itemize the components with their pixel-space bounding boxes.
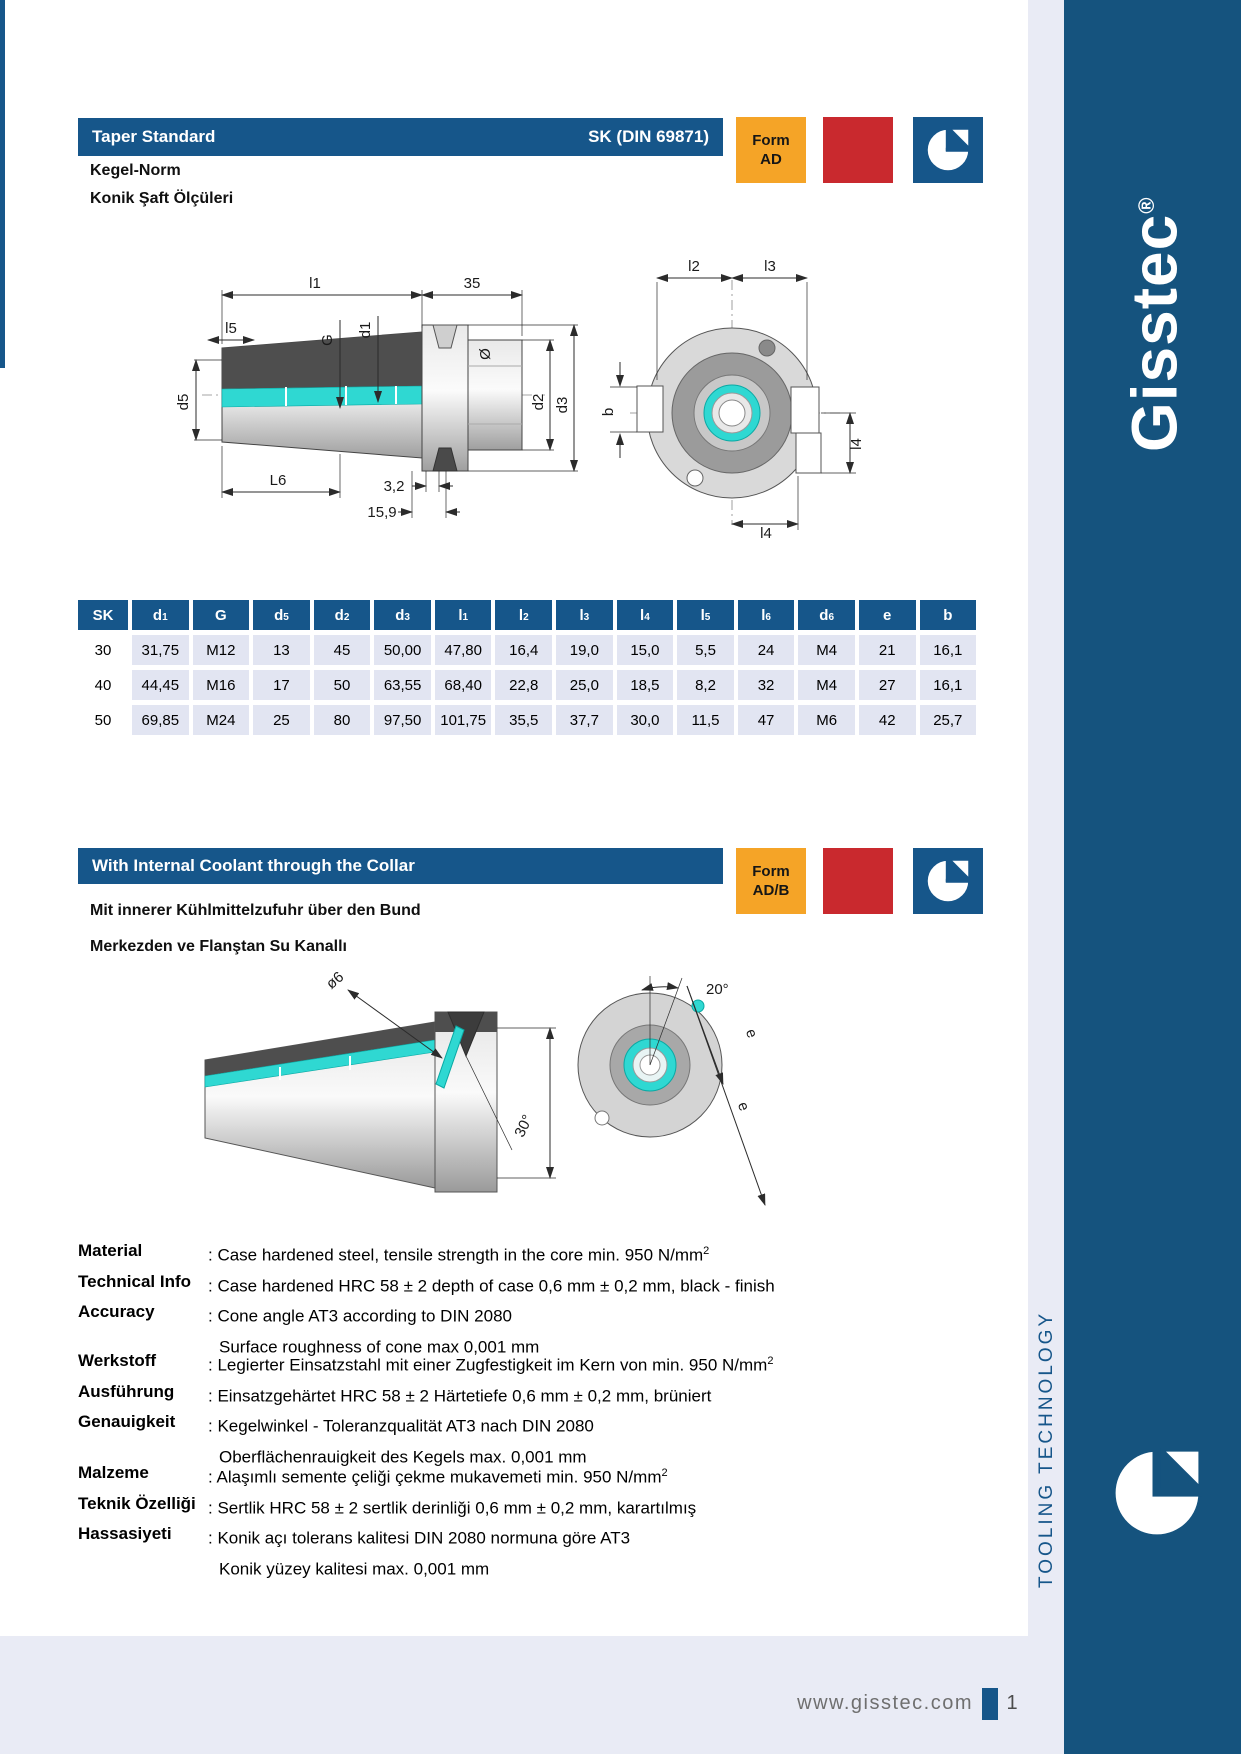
spec-value: Konik yüzey kalitesi max. 0,001 mm — [219, 1559, 490, 1579]
table-cell: 63,55 — [374, 670, 431, 700]
dim-label-15-9: 15,9 — [367, 504, 397, 521]
table-cell: 5,5 — [677, 635, 734, 665]
dim-label-35: 35 — [463, 275, 481, 292]
website-url: www.gisstec.com — [797, 1692, 973, 1714]
spec-label: Werkstoff — [78, 1351, 157, 1370]
form-ad-badge — [736, 117, 806, 183]
brand-tagline: TOOLING TECHNOLOGY — [1036, 1310, 1057, 1588]
table-header-row — [78, 600, 976, 630]
table-cell: 30 — [78, 635, 128, 665]
spec-label: Ausführung — [78, 1381, 175, 1401]
table-cell: M16 — [193, 670, 250, 700]
table-cell: 16,1 — [920, 670, 977, 700]
column-header-d1: d $_1$ — [132, 600, 189, 630]
form-badge-code: AD/B — [752, 882, 790, 899]
coolant-side-view — [205, 968, 556, 1192]
table-row-sk40 — [78, 670, 976, 700]
subtitle-taper-german: Kegel-Norm — [90, 162, 181, 179]
left-accent-bar — [0, 0, 5, 368]
column-header-l5: l $_5$ — [677, 600, 734, 630]
side-view — [202, 325, 545, 471]
table-cell: 15,0 — [617, 635, 674, 665]
column-header-l2: l $_2$ — [495, 600, 552, 630]
flange-hole-top — [759, 340, 775, 356]
specs-english — [78, 1238, 938, 1361]
table-cell: 45 — [314, 635, 371, 665]
column-header-b: b — [920, 600, 977, 630]
brand-logotype — [1104, 112, 1190, 452]
column-header-sk: SK — [78, 600, 128, 630]
coolant-channel — [222, 386, 422, 407]
spec-label: Technical Info — [78, 1271, 192, 1291]
front-view — [630, 280, 840, 525]
table-cell: 42 — [859, 705, 916, 735]
dim-label-dia6: ø6 — [322, 968, 348, 993]
dim-label-l5: l5 — [225, 320, 237, 337]
spec-label: Accuracy — [78, 1302, 155, 1322]
gisstec-logo-icon — [926, 128, 970, 172]
table-row-sk30 — [78, 635, 976, 665]
drive-notch-left — [637, 386, 663, 432]
table-cell: M4 — [798, 670, 855, 700]
table-cell: 50 — [314, 670, 371, 700]
column-header-g: G — [193, 600, 250, 630]
dim-label-30deg: 30° — [511, 1112, 537, 1140]
flange-hole-bottom — [687, 470, 703, 486]
section-title-coolant: With Internal Coolant through the Collar — [92, 856, 415, 875]
table-cell: M12 — [193, 635, 250, 665]
table-cell: M24 — [193, 705, 250, 735]
dim-label-l4-right: l4 — [848, 438, 865, 450]
table-cell: 68,40 — [435, 670, 492, 700]
section-header-taper — [78, 118, 723, 156]
coolant-technical-drawing — [190, 960, 810, 1220]
spec-value: : Case hardened steel, tensile strength in the core min. 950 $N/mm^2$ — [208, 1245, 710, 1265]
spec-label: Malzeme — [78, 1463, 149, 1482]
table-cell: 40 — [78, 670, 128, 700]
table-cell: 80 — [314, 705, 371, 735]
red-badge — [823, 117, 893, 183]
table-cell: 13 — [253, 635, 310, 665]
flange-hole-3d — [595, 1111, 609, 1125]
column-header-d6: d $_6$ — [798, 600, 855, 630]
dim-label-d3: d3 — [554, 396, 571, 414]
red-badge — [823, 848, 893, 914]
form-adb-badge — [736, 848, 806, 914]
dim-label-d5: d5 — [175, 393, 192, 411]
spec-label: Teknik Özelliği — [78, 1493, 196, 1513]
specs-turkish — [78, 1460, 938, 1583]
dim-label-l2: l2 — [688, 258, 700, 275]
column-header-l4: l $_4$ — [617, 600, 674, 630]
drive-notch-right — [791, 387, 819, 433]
column-header-d2: d $_2$ — [314, 600, 371, 630]
dim-label-e1: e — [741, 1026, 761, 1041]
page-number-marker — [982, 1688, 998, 1720]
table-cell: 16,1 — [920, 635, 977, 665]
dim-label-diameter: Ø — [477, 348, 494, 360]
section-header-coolant — [78, 848, 723, 884]
column-header-l3: l $_3$ — [556, 600, 613, 630]
table-cell: 27 — [859, 670, 916, 700]
table-cell: M6 — [798, 705, 855, 735]
form-badge-label: Form — [752, 132, 790, 149]
dim-label-e2: e — [733, 1099, 753, 1114]
table-cell: 50 — [78, 705, 128, 735]
spec-value: Surface roughness of cone max 0,001 mm — [219, 1337, 540, 1357]
table-cell: 50,00 — [374, 635, 431, 665]
spec-label: Hassasiyeti — [78, 1524, 172, 1544]
spec-value: : Einsatzgehärtet HRC 58 ± 2 Härtetiefe 0,6 mm ± 0,2 mm, brüniert — [208, 1386, 712, 1406]
subtitle-taper-turkish: Konik Şaft Ölçüleri — [90, 190, 234, 207]
gisstec-logo-icon — [926, 859, 970, 903]
table-cell: 30,0 — [617, 705, 674, 735]
table-row-sk50 — [78, 705, 976, 735]
dim-label-l1: l1 — [309, 275, 321, 292]
dimension-table — [78, 600, 976, 740]
table-cell: 25 — [253, 705, 310, 735]
spec-value: : Case hardened HRC 58 ± 2 depth of case 0,6 mm ± 0,2 mm, black - finish — [208, 1276, 775, 1296]
dim-label-G: G — [319, 334, 336, 346]
taper-technical-drawing — [150, 240, 910, 540]
table-cell: 19,0 — [556, 635, 613, 665]
table-cell: 47,80 — [435, 635, 492, 665]
table-cell: 31,75 — [132, 635, 189, 665]
spec-value: Oberflächenrauigkeit des Kegels max. 0,001 mm — [219, 1447, 587, 1467]
dim-label-20deg: 20° — [706, 981, 729, 998]
dim-label-b: b — [600, 407, 617, 417]
table-cell: 44,45 — [132, 670, 189, 700]
table-cell: 37,7 — [556, 705, 613, 735]
table-cell: 11,5 — [677, 705, 734, 735]
spec-value: : Alaşımlı semente çeliği çekme mukavemeti min. 950 $N/mm^2$ — [208, 1467, 668, 1487]
table-cell: 8,2 — [677, 670, 734, 700]
table-cell: 101,75 — [435, 705, 492, 735]
column-header-l6: l $_6$ — [738, 600, 795, 630]
table-cell: 25,0 — [556, 670, 613, 700]
table-cell: 16,4 — [495, 635, 552, 665]
form-badge-label: Form — [752, 863, 790, 880]
table-cell: 22,8 — [495, 670, 552, 700]
spec-value: : Konik açı tolerans kalitesi DIN 2080 normuna göre AT3 — [208, 1528, 631, 1548]
spec-value: : Cone angle AT3 according to DIN 2080 — [208, 1306, 512, 1326]
coolant-front-view — [578, 976, 765, 1205]
notch-step-right — [796, 433, 821, 473]
dim-label-L6: L6 — [269, 472, 287, 489]
subtitle-coolant-german: Mit innerer Kühlmittelzufuhr über den Bund — [90, 902, 421, 919]
dim-label-d2: d2 — [530, 393, 547, 411]
sidebar-logo — [1112, 1448, 1202, 1543]
standard-label: SK (DIN 69871) — [588, 127, 709, 146]
form-badge-code: AD — [760, 151, 782, 168]
column-header-d3: d $_3$ — [374, 600, 431, 630]
table-cell: 25,7 — [920, 705, 977, 735]
spec-value: : Sertlik HRC 58 ± 2 sertlik derinliği 0,6 mm ± 0,2 mm, karartılmış — [208, 1498, 697, 1518]
gisstec-logo-badge — [913, 117, 983, 183]
dim-label-l4-bottom: l4 — [760, 525, 772, 540]
dim-label-3-2: 3,2 — [383, 478, 405, 495]
table-cell: 17 — [253, 670, 310, 700]
section-title-taper: Taper Standard — [92, 127, 216, 146]
column-header-d5: d $_5$ — [253, 600, 310, 630]
table-cell: 32 — [738, 670, 795, 700]
table-cell: 35,5 — [495, 705, 552, 735]
subtitle-coolant-turkish: Merkezden ve Flanştan Su Kanallı — [90, 938, 347, 955]
spec-label: Genauigkeit — [78, 1412, 176, 1432]
brand-name: Gisstec — [1118, 213, 1191, 452]
dim-label-d1: d1 — [357, 321, 374, 339]
table-cell: 24 — [738, 635, 795, 665]
table-cell: 21 — [859, 635, 916, 665]
table-cell: 97,50 — [374, 705, 431, 735]
spec-value: : Legierter Einsatzstahl mit einer Zugfestigkeit im Kern von min. 950 $N/mm^2$ — [208, 1355, 774, 1375]
gisstec-logo-icon — [1112, 1448, 1202, 1538]
table-cell: M4 — [798, 635, 855, 665]
spec-label — [78, 1552, 208, 1583]
page-number: 1 — [1006, 1692, 1018, 1714]
dim-label-l3: l3 — [764, 258, 776, 275]
gisstec-logo-badge — [913, 848, 983, 914]
registered-mark: ® — [1134, 196, 1159, 214]
spec-label: Material — [78, 1241, 143, 1260]
table-cell: 47 — [738, 705, 795, 735]
column-header-e: e — [859, 600, 916, 630]
spec-value: : Kegelwinkel - Toleranzqualität AT3 nach DIN 2080 — [208, 1416, 594, 1436]
specs-german — [78, 1348, 938, 1471]
table-cell: 18,5 — [617, 670, 674, 700]
table-cell: 69,85 — [132, 705, 189, 735]
column-header-l1: l $_1$ — [435, 600, 492, 630]
